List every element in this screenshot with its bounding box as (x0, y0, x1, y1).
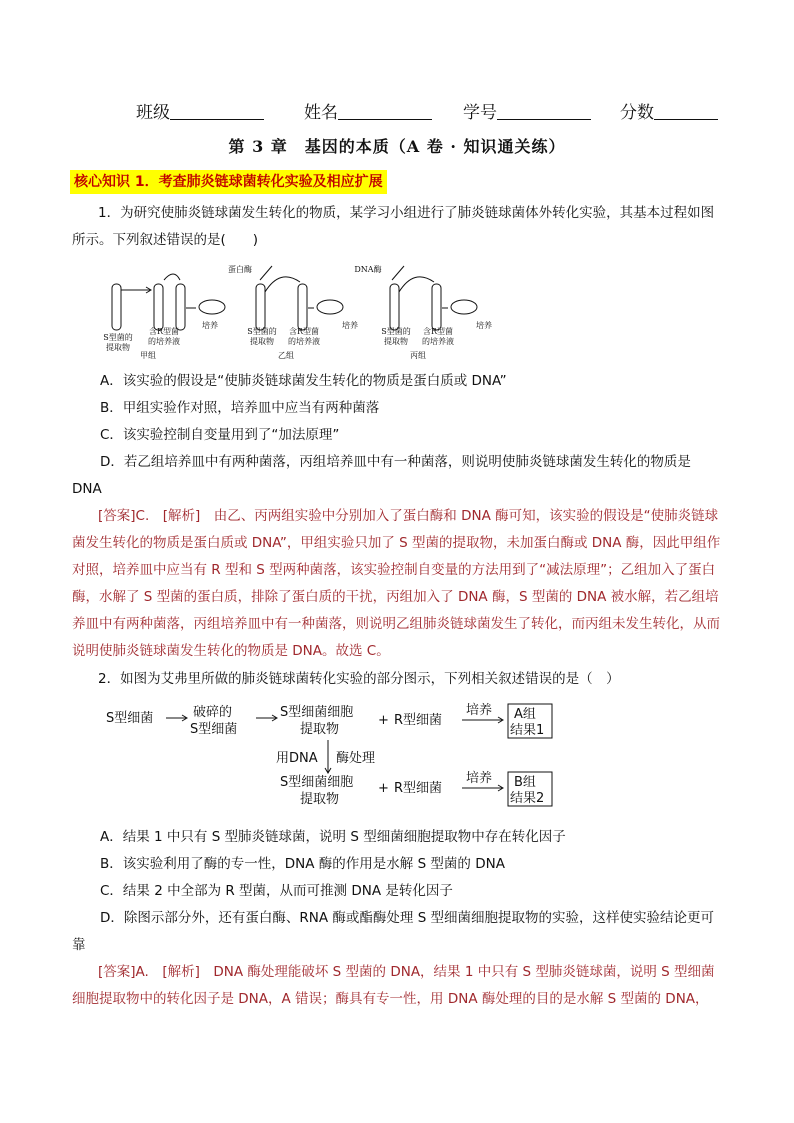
svg-text:含R型菌: 含R型菌 (288, 327, 320, 336)
svg-text:的培养液: 的培养液 (148, 337, 180, 346)
q1-option-d[interactable]: D．若乙组培养皿中有两种菌落，丙组培养皿中有一种菌落，则说明使肺炎链球菌发生转化的物质是 DNA (72, 454, 691, 497)
petri-dish-icon (451, 300, 477, 314)
score-label: 分数 (620, 103, 654, 123)
arrow-icon (265, 277, 300, 292)
svg-text:S型细菌细胞: S型细菌细胞 (280, 775, 354, 790)
q1-answer: [答案]C. [解析] 由乙、丙两组实验中分别加入了蛋白酶和 DNA 酶可知，该实验的假设是“使肺炎链球菌发生转化的物质是蛋白质或 DNA”，甲组实验只加了 S 型菌的提取物，未加蛋白酶或 DNA 酶，因此甲组作对照，培养皿中应当有 R 型和 S 型两种菌落，该实验控制自变量的方法用到了“减法原理”；乙组加入了蛋白酶，水解了 S 型菌的蛋白质，排除了蛋白质的干扰，丙组加入了 DNA 酶，S 型菌的 DNA 被水解，若乙组培养皿中有两种菌落，丙组培养皿中有一种菌落，则说明乙组肺炎链球菌发生了转化，而丙组未发生转化，从而说明使肺炎链球菌发生转化的物质是 DNA。故选 C。 (72, 508, 721, 659)
tube-icon (390, 284, 399, 330)
arrow-icon (164, 274, 180, 280)
tube-icon (154, 284, 163, 330)
svg-text:培养: 培养 (466, 771, 493, 786)
svg-text:提取物: 提取物 (384, 337, 408, 346)
tube-icon (256, 284, 265, 330)
name-label: 姓名 (304, 103, 338, 123)
id-blank[interactable] (497, 101, 591, 120)
svg-text:S型菌的: S型菌的 (247, 327, 277, 336)
q2-option-c[interactable]: C．结果 2 中全部为 R 型菌，从而可推测 DNA 是转化因子 (100, 883, 453, 899)
svg-text:的培养液: 的培养液 (288, 337, 320, 346)
r-medium-label: 含R型菌 (148, 327, 180, 336)
dnase-treat-label: 用DNA (276, 751, 318, 766)
dropper-icon (392, 266, 404, 280)
svg-text:结果2: 结果2 (510, 791, 545, 806)
svg-text:提取物: 提取物 (300, 792, 340, 807)
svg-text:提取物: 提取物 (300, 722, 340, 737)
tube-icon (298, 284, 307, 330)
chapter-title: 第 3 章 基因的本质（A 卷 · 知识通关练） (228, 137, 566, 156)
name-blank[interactable] (338, 101, 432, 120)
q2-option-a[interactable]: A．结果 1 中只有 S 型肺炎链球菌，说明 S 型细菌细胞提取物中存在转化因子 (100, 829, 566, 845)
tube-icon (112, 284, 121, 330)
id-label: 学号 (463, 103, 497, 123)
svg-text:S型细菌: S型细菌 (190, 722, 238, 737)
q2-stem: 2．如图为艾弗里所做的肺炎链球菌转化实验的部分图示，下列相关叙述错误的是（ ） (98, 671, 620, 687)
culture-label: 培养 (202, 321, 218, 330)
q2-option-d[interactable]: D．除图示部分外，还有蛋白酶、RNA 酶或酯酶处理 S 型细菌细胞提取物的实验，这样使实验结论更可靠 (72, 910, 715, 953)
group-jia-label: 甲组 (140, 351, 156, 360)
q2-figure (100, 700, 570, 816)
score-field[interactable] (620, 98, 718, 123)
svg-text:培养: 培养 (476, 321, 492, 330)
group-yi-label: 乙组 (278, 351, 294, 360)
svg-text:+: + (378, 713, 389, 728)
protease-label: 蛋白酶 (228, 265, 252, 274)
q1-stem: 1．为研究使肺炎链球菌发生转化的物质，某学习小组进行了肺炎链球菌体外转化实验，其基本过程如图所示。下列叙述错误的是( ) (72, 205, 715, 248)
svg-text:结果1: 结果1 (510, 723, 545, 738)
class-label: 班级 (136, 103, 170, 123)
svg-text:提取物: 提取物 (250, 337, 274, 346)
section-heading: 核心知识 1．考查肺炎链球菌转化实验及相应扩展 (70, 170, 387, 194)
name-field[interactable] (304, 98, 432, 123)
culture-label: 培养 (466, 703, 493, 718)
class-blank[interactable] (170, 101, 264, 120)
q1-option-c[interactable]: C．该实验控制自变量用到了“加法原理” (100, 427, 340, 443)
q1-option-a[interactable]: A．该实验的假设是“使肺炎链球菌发生转化的物质是蛋白质或 DNA” (100, 373, 507, 389)
class-field[interactable] (136, 98, 264, 123)
svg-text:+: + (378, 781, 389, 796)
s-bacteria-label: S型细菌 (106, 711, 154, 726)
svg-text:的培养液: 的培养液 (422, 337, 454, 346)
svg-text:酶处理: 酶处理 (336, 751, 376, 766)
q2-option-b[interactable]: B．该实验利用了酶的专一性，DNA 酶的作用是水解 S 型菌的 DNA (100, 856, 505, 872)
svg-text:R型细菌: R型细菌 (394, 781, 443, 796)
dnase-label: DNA酶 (354, 265, 382, 274)
q1-figure (100, 262, 520, 362)
tube-icon (432, 284, 441, 330)
q2-answer: [答案]A. [解析] DNA 酶处理能破坏 S 型菌的 DNA，结果 1 中只有 S 型肺炎链球菌，说明 S 型细菌细胞提取物中的转化因子是 DNA，A 错误；酶具有专一性，用 DNA 酶处理的目的是水解 S 型菌的 DNA， (72, 964, 715, 1007)
extract-label: S型细菌细胞 (280, 705, 354, 720)
score-blank[interactable] (654, 101, 718, 120)
svg-text:含R型菌: 含R型菌 (422, 327, 454, 336)
arrow-icon (399, 277, 434, 292)
petri-dish-icon (199, 300, 225, 314)
petri-dish-icon (317, 300, 343, 314)
svg-text:培养: 培养 (342, 321, 358, 330)
group-bing-label: 丙组 (410, 351, 426, 360)
group-a-label: A组 (514, 707, 536, 722)
broken-s-label: 破碎的 (193, 705, 233, 720)
s-extract-label: S型菌的 (103, 333, 133, 342)
group-b-label: B组 (514, 775, 536, 790)
svg-text:S型菌的: S型菌的 (381, 327, 411, 336)
dropper-icon (260, 266, 272, 280)
r-bacteria-label: R型细菌 (394, 713, 443, 728)
tube-icon (176, 284, 185, 330)
id-field[interactable] (463, 98, 591, 123)
student-info-row (136, 98, 736, 122)
svg-text:提取物: 提取物 (106, 343, 130, 352)
q1-option-b[interactable]: B．甲组实验作对照，培养皿中应当有两种菌落 (100, 400, 380, 416)
